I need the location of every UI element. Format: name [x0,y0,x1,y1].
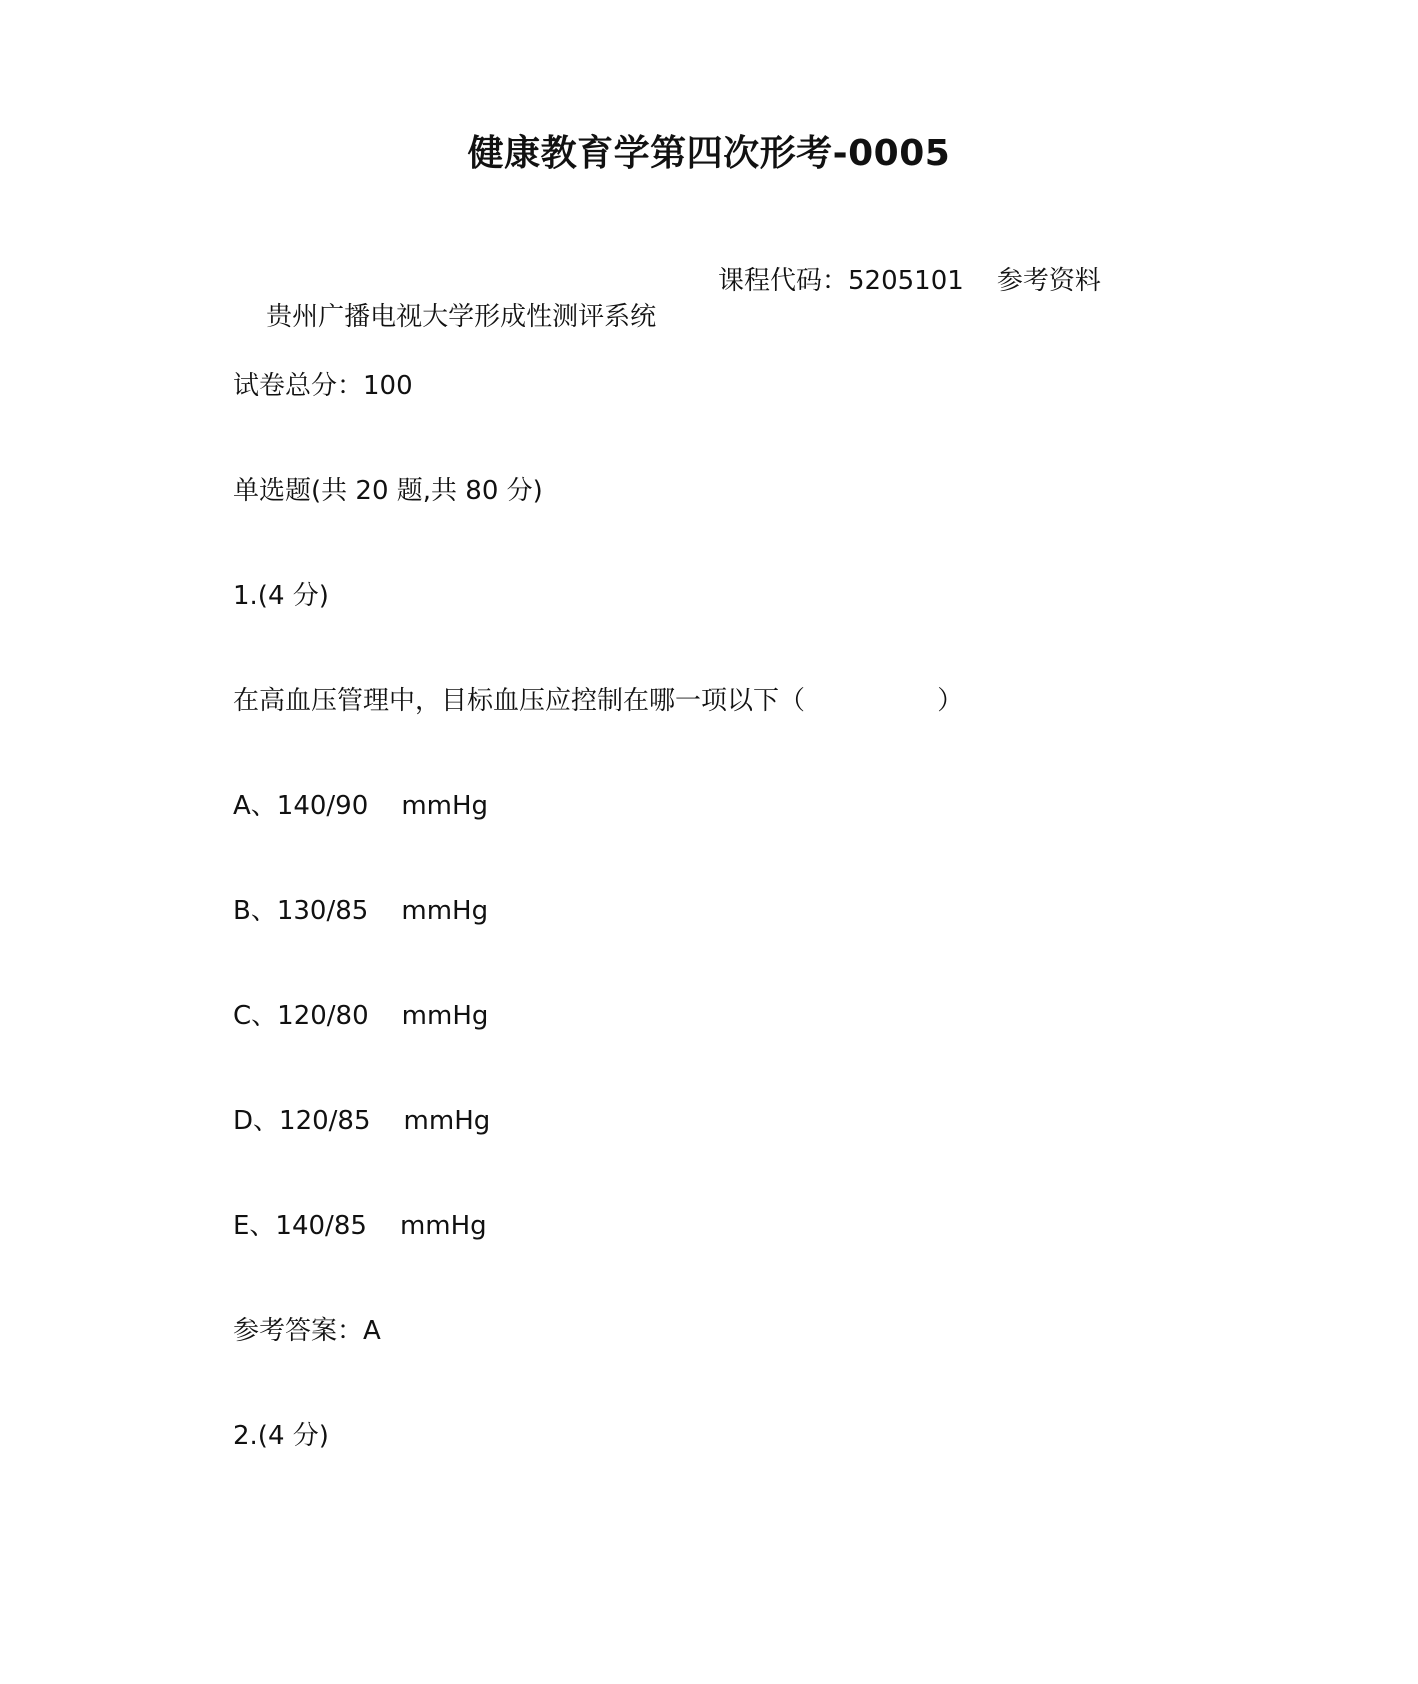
question-number: 2.(4 分) [233,1421,329,1451]
system-name: 贵州广播电视大学形成性测评系统 [266,302,657,332]
course-code: 课程代码：5205101 参考资料 [718,266,1101,296]
option-b: B、130/85 mmHg [233,896,489,926]
question-number: 1.(4 分) [233,581,329,611]
question-stem: 在高血压管理中，目标血压应控制在哪一项以下（ ） [233,686,964,716]
reference-answer: 参考答案：A [233,1316,381,1346]
total-score: 试卷总分：100 [233,371,413,401]
option-d: D、120/85 mmHg [233,1106,491,1136]
page-title: 健康教育学第四次形考-0005 [467,133,951,174]
option-e: E、140/85 mmHg [233,1211,487,1241]
option-c: C、120/80 mmHg [233,1001,489,1031]
section-heading: 单选题(共 20 题,共 80 分) [233,476,543,506]
option-a: A、140/90 mmHg [233,791,489,821]
